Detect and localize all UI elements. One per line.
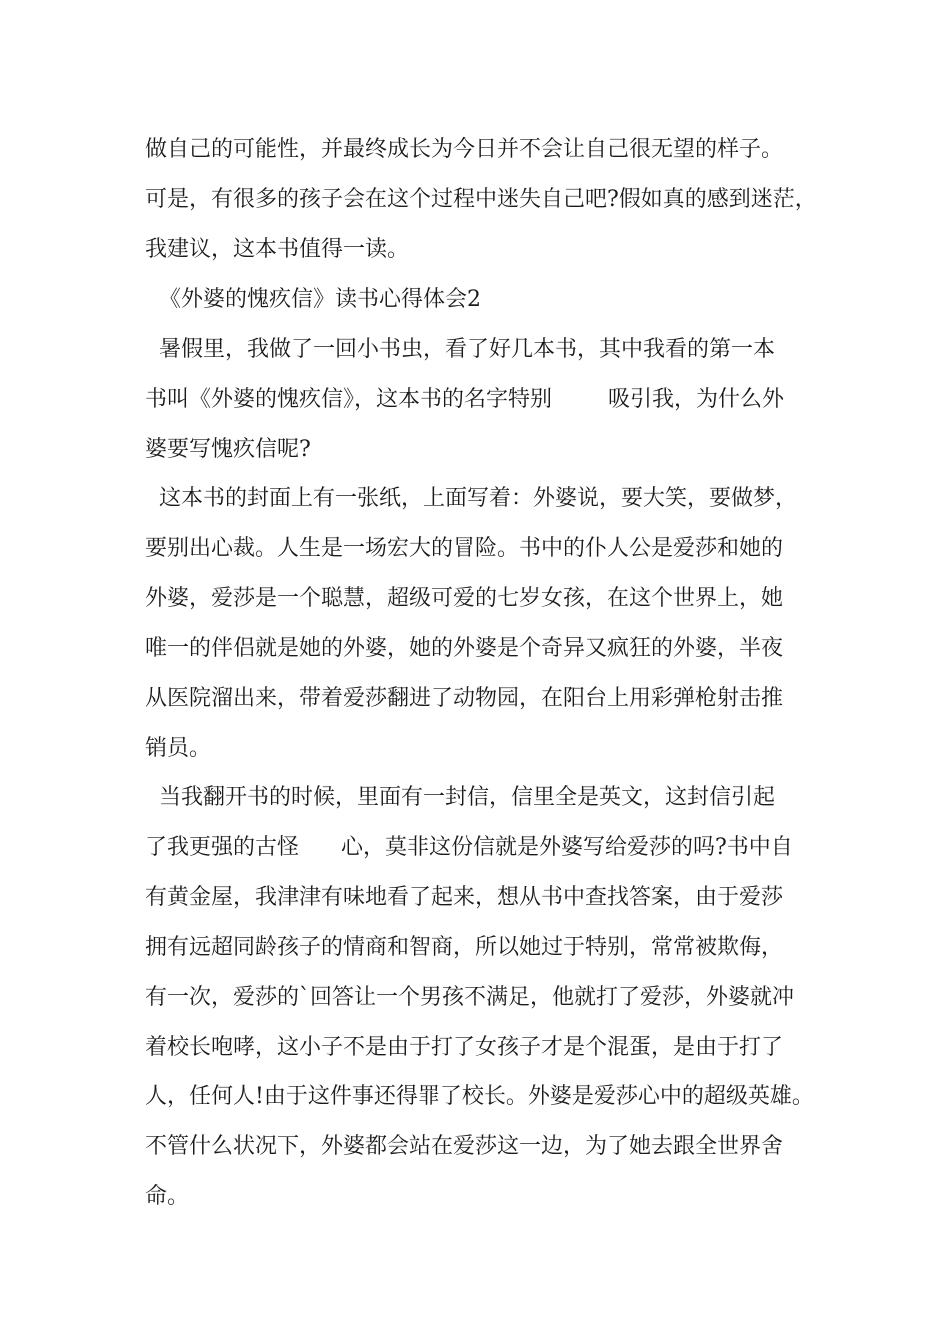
- text-line: 销员。: [145, 736, 212, 761]
- text-line: 命。: [145, 1184, 190, 1209]
- section-heading: 《外婆的愧疚信》读书心得体会2: [145, 287, 481, 312]
- text-line: 拥有远超同龄孩子的情商和智商，所以她过于特别，常常被欺侮，: [145, 935, 784, 960]
- text-line: 有黄金屋，我津津有味地看了起来，想从书中查找答案，由于爱莎: [145, 885, 784, 910]
- text-line: 有一次，爱莎的`回答让一个男孩不满足，他就打了爱莎，外婆就冲: [145, 985, 795, 1010]
- text-line: 做自己的可能性，并最终成长为今日并不会让自己很无望的样子。: [145, 137, 784, 162]
- text-line: 唯一的伴侣就是她的外婆，她的外婆是个奇异又疯狂的外婆，半夜: [145, 636, 784, 661]
- text-line: 婆要写愧疚信呢?: [145, 437, 311, 462]
- text-line: 书叫《外婆的愧疚信》，这本书的名字特别 吸引我，为什么外: [145, 387, 784, 412]
- text-line: 当我翻开书的时候，里面有一封信，信里全是英文，这封信引起: [145, 785, 775, 810]
- text-line: 暑假里，我做了一回小书虫，看了好几本书，其中我看的第一本: [145, 337, 775, 362]
- text-line: 人，任何人!由于这件事还得罪了校长。外婆是爱莎心中的超级英雄。: [145, 1084, 814, 1109]
- text-line: 这本书的封面上有一张纸，上面写着：外婆说，要大笑，要做梦，: [145, 486, 797, 511]
- text-line: 可是，有很多的孩子会在这个过程中迷失自己吧?假如真的感到迷茫，: [145, 187, 817, 212]
- text-line: 从医院溜出来，带着爱莎翻进了动物园，在阳台上用彩弹枪射击推: [145, 686, 784, 711]
- text-line: 我建议，这本书值得一读。: [145, 237, 410, 262]
- text-line: 要别出心裁。人生是一场宏大的冒险。书中的仆人公是爱莎和她的: [145, 536, 784, 561]
- text-line: 了我更强的古怪 心，莫非这份信就是外婆写给爱莎的吗?书中自: [145, 835, 793, 860]
- text-line: 外婆，爱莎是一个聪慧，超级可爱的七岁女孩，在这个世界上，她: [145, 586, 784, 611]
- text-line: 着校长咆哮，这小子不是由于打了女孩子才是个混蛋，是由于打了: [145, 1035, 784, 1060]
- text-line: 不管什么状况下，外婆都会站在爱莎这一边，为了她去跟全世界舍: [145, 1134, 784, 1159]
